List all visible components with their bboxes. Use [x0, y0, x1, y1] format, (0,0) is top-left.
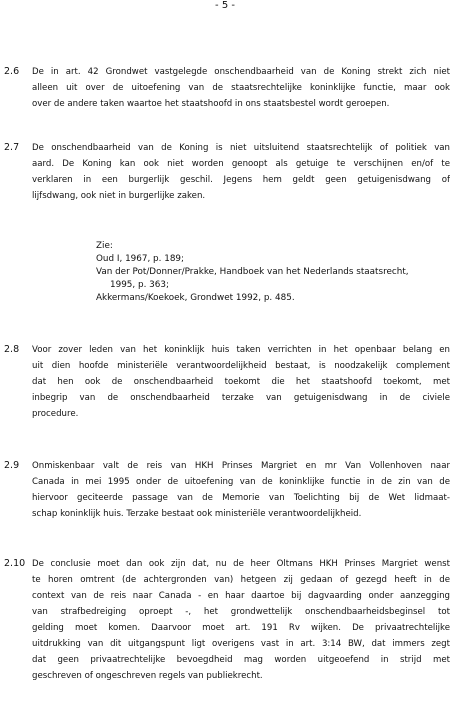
reference-list: [96, 240, 436, 305]
paragraph-number: 2.7: [4, 142, 20, 153]
text-line: Voor zover leden van het koninklijk huis taken verrichten in het openbaar belang en: [32, 345, 450, 355]
text-line: dat geen privaatrechtelijke bevoegdheid mag worden uitgeoefend in strijd met: [32, 655, 450, 665]
paragraph-number: 2.9: [4, 460, 20, 471]
text-line: aard. De Koning kan ook niet worden genoopt als getuige te verschijnen en/of te: [32, 159, 450, 169]
text-line: van strafbedreiging oproept -, het grondwettelijk onschendbaarheidsbeginsel tot: [32, 607, 450, 617]
reference-item: Akkermans/Koekoek, Grondwet 1992, p. 485.: [96, 293, 295, 303]
text-line: gelding moet komen. Daarvoor moet art. 191 Rv wijken. De privaatrechtelijke: [32, 623, 450, 633]
text-line: procedure.: [32, 409, 79, 419]
text-line: hiervoor geciteerde passage van de Memorie van Toelichting bij de Wet lidmaat-: [32, 493, 450, 503]
text-line: De in art. 42 Grondwet vastgelegde onschendbaarheid van de Koning strekt zich niet: [32, 67, 450, 77]
reference-intro: Zie:: [96, 241, 113, 251]
text-line: De conclusie moet dan ook zijn dat, nu de heer Oltmans HKH Prinses Margriet wenst: [32, 559, 450, 569]
page-number: - 5 -: [215, 0, 235, 11]
text-line: lijfsdwang, ook niet in burgerlijke zaken.: [32, 191, 206, 201]
text-line: uit dien hoofde ministeriële verantwoordelijkheid bestaat, is noodzakelijk complement: [32, 361, 450, 371]
text-line: inbegrip van de onschendbaarheid terzake van getuigenisdwang in de civiele: [32, 393, 450, 403]
text-line: dat hen ook de onschendbaarheid toekomt die het staatshoofd toekomt, met: [32, 377, 450, 387]
text-line: context van de reis naar Canada - en haar daartoe bij dagvaarding onder aanzegging: [32, 591, 450, 601]
text-line: over de andere taken waartoe het staatshoofd in ons staatsbestel wordt geroepen.: [32, 99, 390, 109]
paragraph-text: [32, 64, 450, 112]
text-line: geschreven of ongeschreven regels van publiekrecht.: [32, 671, 263, 681]
text-line: Canada in mei 1995 onder de uitoefening van de koninklijke functie in de zin van de: [32, 477, 450, 487]
paragraph-text: [32, 140, 450, 204]
paragraph-text: [32, 342, 450, 422]
reference-item: Oud I, 1967, p. 189;: [96, 254, 184, 264]
text-line: alleen uit over de uitoefening van de staatsrechtelijke koninklijke functie, maar ook: [32, 83, 450, 93]
paragraph-text: [32, 458, 450, 522]
text-line: De onschendbaarheid van de Koning is niet uitsluitend staatsrechtelijk of politiek van: [32, 143, 450, 153]
text-line: te horen omtrent (de achtergronden van) hetgeen zij gedaan of gezegd heeft in de: [32, 575, 450, 585]
paragraph-number: 2.10: [4, 558, 26, 569]
paragraph-text: [32, 556, 450, 684]
reference-item: Van der Pot/Donner/Prakke, Handboek van het Nederlands staatsrecht,: [96, 267, 409, 277]
text-line: verklaren in een burgerlijk geschil. Jegens hem geldt geen getuigenisdwang of: [32, 175, 450, 185]
reference-item: 1995, p. 363;: [110, 280, 169, 290]
text-line: schap koninklijk huis. Terzake bestaat ook ministeriële verantwoordelijkheid.: [32, 509, 362, 519]
text-line: uitdrukking van dit uitgangspunt ligt overigens vast in art. 3:14 BW, dat immers zegt: [32, 639, 450, 649]
paragraph-number: 2.6: [4, 66, 20, 77]
paragraph-number: 2.8: [4, 344, 20, 355]
text-line: Onmiskenbaar valt de reis van HKH Prinses Margriet en mr Van Vollenhoven naar: [32, 461, 450, 471]
